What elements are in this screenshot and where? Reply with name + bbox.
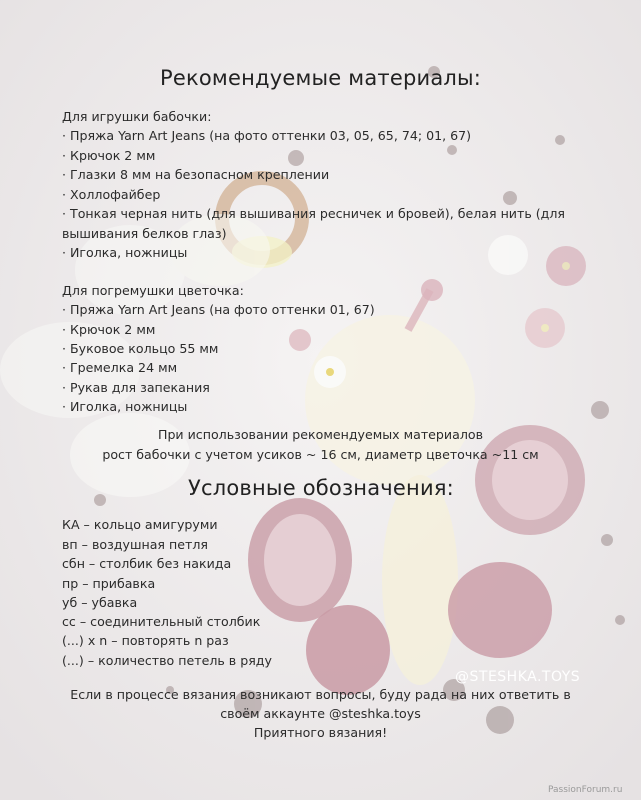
legend-item: вп – воздушная петля [62,537,208,552]
rattle-item: · Иголка, ножницы [62,399,188,414]
butterfly-item: · Пряжа Yarn Art Jeans (на фото оттенки 03, 05, 65, 74; 01, 67) [62,128,472,143]
butterfly-item: · Холлофайбер [62,187,161,202]
rattle-item: · Рукав для запекания [62,380,210,395]
butterfly-item: · Крючок 2 мм [62,148,156,163]
legend-item: сс – соединительный столбик [62,614,261,629]
legend-title: Условные обозначения: [188,476,454,500]
size-note-line: При использовании рекомендуемых материалов [157,427,484,442]
footer-line: Приятного вязания! [253,725,388,740]
site-watermark: PassionForum.ru [548,785,623,795]
butterfly-item: вышивания белков глаз) [62,226,227,241]
author-watermark: @STESHKA.TOYS [455,669,581,685]
size-note-line: рост бабочки с учетом усиков ~ 16 см, диаметр цветочка ~11 см [102,447,539,462]
butterfly-item: · Тонкая черная нить (для вышивания ресничек и бровей), белая нить (для [62,206,565,221]
rattle-item: · Гремелка 24 мм [62,360,178,375]
rattle-item: · Пряжа Yarn Art Jeans (на фото оттенки 01, 67) [62,302,375,317]
rattle-heading: Для погремушки цветочка: [62,283,244,298]
legend-item: (...) – количество петель в ряду [62,653,272,668]
materials-title: Рекомендуемые материалы: [160,66,482,90]
footer-line: Если в процессе вязания возникают вопросы, буду рада на них ответить в [70,687,571,702]
footer-line: своём аккаунте @steshka.toys [220,706,421,721]
legend-item: пр – прибавка [62,576,156,591]
rattle-item: · Крючок 2 мм [62,322,156,337]
butterfly-item: · Глазки 8 мм на безопасном креплении [62,167,330,182]
legend-item: (...) х n – повторять n раз [62,633,229,648]
legend-item: сбн – столбик без накида [62,556,232,571]
butterfly-heading: Для игрушки бабочки: [62,109,212,124]
butterfly-item: · Иголка, ножницы [62,245,188,260]
rattle-item: · Буковое кольцо 55 мм [62,341,219,356]
legend-item: КА – кольцо амигуруми [62,517,218,532]
legend-item: уб – убавка [62,595,138,610]
